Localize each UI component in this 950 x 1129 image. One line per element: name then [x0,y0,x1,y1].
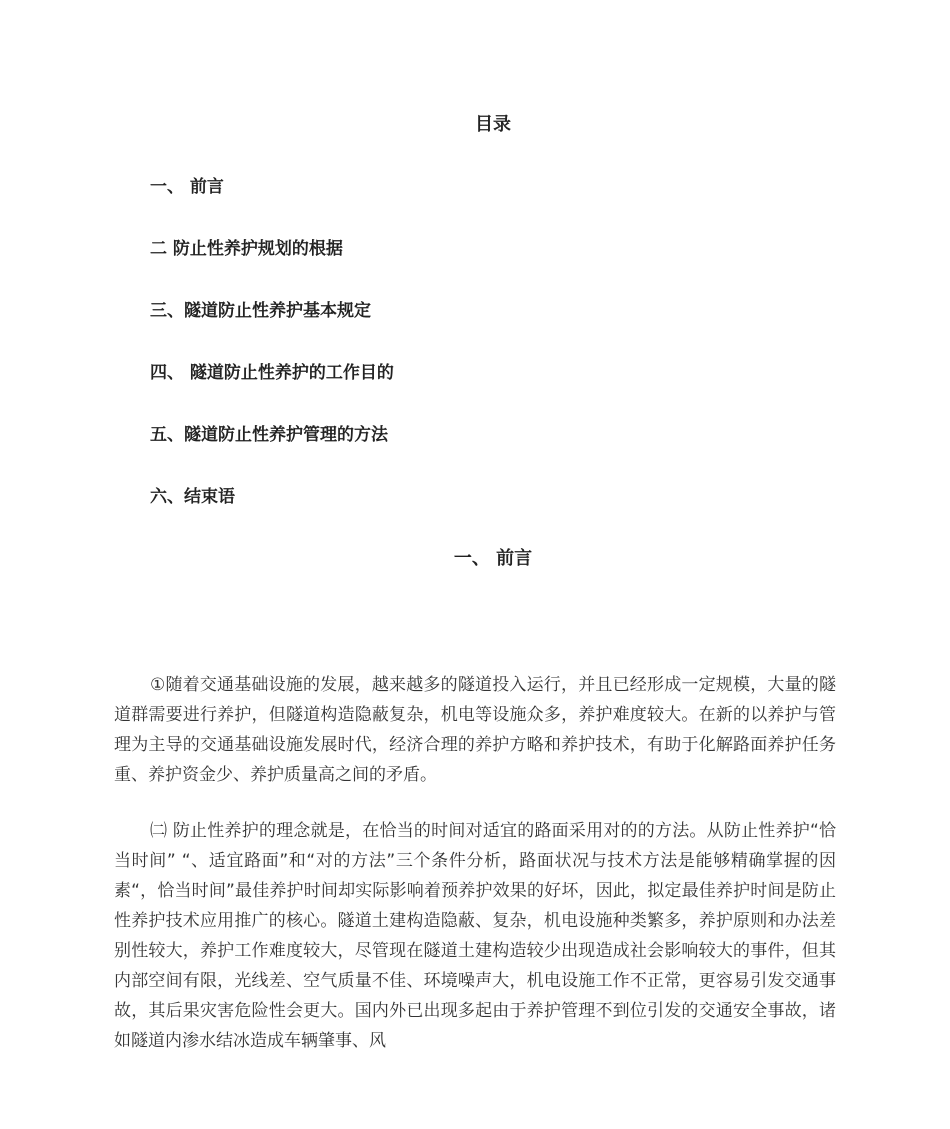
paragraph-2: ㈡ 防止性养护的理念就是，在恰当的时间对适宜的路面采用对的的方法。从防止性养护“恰当时间” “、适宜路面”和“对的方法”三个条件分析，路面状况与技术方法是能够精确掌握的因素“，恰当时间”最佳养护时间却实际影响着预养护效果的好坏，因此，拟定最佳养护时间是防止性养护技术应用推广的核心。隧道土建构造隐蔽、复杂，机电设施种类繁多，养护原则和办法差别性较大，养护工作难度较大，尽管现在隧道土建构造较少出现造成社会影响较大的事件，但其内部空间有限，光线差、空气质量不佳、环境噪声大，机电设施工作不正常，更容易引发交通事故，其后果灾害危险性会更大。国内外已出现多起由于养护管理不到位引发的交通安全事故，诸如隧道内渗水结冰造成车辆肇事、风 [114,821,836,1051]
section-title-preface: 一、 前言 [453,548,533,569]
toc-title: 目录 [475,114,511,135]
toc-item-planning-basis: 二 防止性养护规划的根据 [150,239,343,259]
toc-item-work-goals: 四、 隧道防止性养护的工作目的 [150,363,394,383]
toc-item-preface: 一、 前言 [150,177,224,197]
paragraph-1: ①随着交通基础设施的发展，越来越多的隧道投入运行，并且已经形成一定规模，大量的隧道群需要进行养护，但隧道构造隐蔽复杂，机电等设施众多，养护难度较大。在新的以养护与管理为主导的交通基础设施发展时代，经济合理的养护方略和养护技术，有助于化解路面养护任务重、养护资金少、养护质量高之间的矛盾。 [114,675,836,785]
toc-item-methods: 五、隧道防止性养护管理的方法 [150,425,388,445]
toc-item-conclusion: 六、结束语 [150,487,235,507]
toc-item-basic-rules: 三、隧道防止性养护基本规定 [150,301,371,321]
